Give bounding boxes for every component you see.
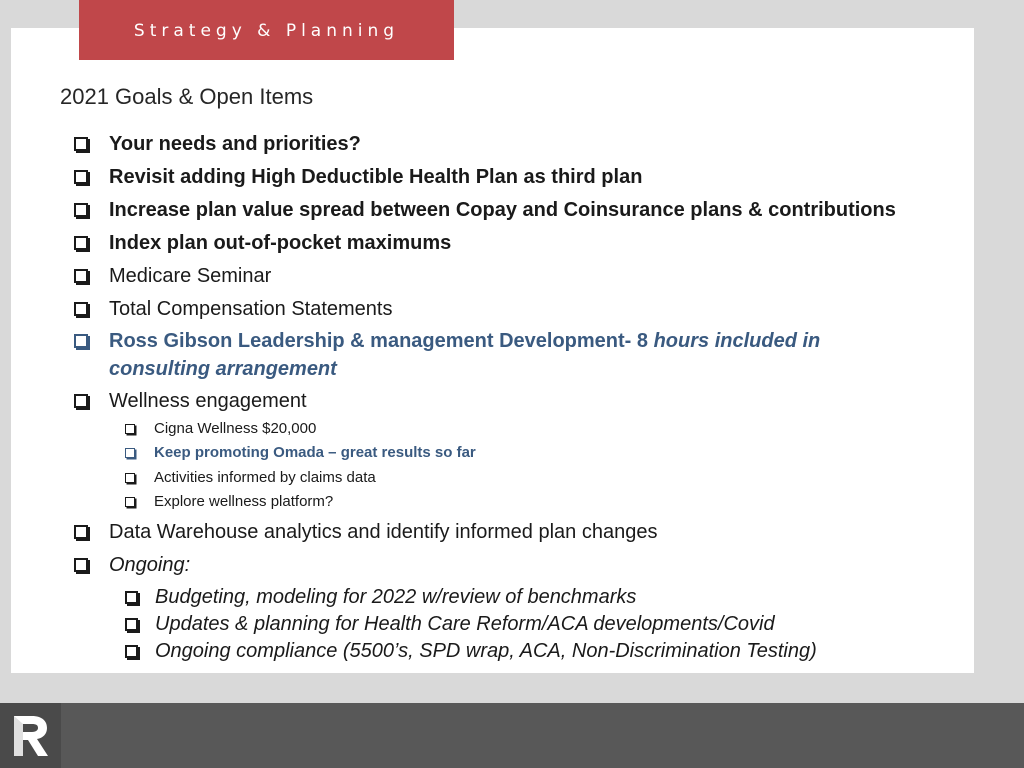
checkbox-icon xyxy=(125,497,135,507)
list-item xyxy=(74,163,642,191)
checkbox-icon xyxy=(74,203,88,217)
checkbox-icon xyxy=(125,473,135,483)
list-item xyxy=(74,387,307,415)
sub-list-item-text: Explore wellness platform? xyxy=(154,493,334,510)
sub-list-item xyxy=(125,442,476,464)
list-item xyxy=(74,130,361,158)
checkbox-icon xyxy=(74,558,88,572)
list-item xyxy=(74,229,451,257)
list-item-text: Revisit adding High Deductible Health Plan as third plan xyxy=(109,166,643,188)
checkbox-icon xyxy=(125,618,138,631)
sub-list-item xyxy=(125,467,376,489)
footer-bar xyxy=(0,703,1024,768)
sub-list-item xyxy=(125,584,636,611)
checkbox-icon xyxy=(74,394,88,408)
checkbox-icon xyxy=(125,591,138,604)
sub-list-item xyxy=(125,491,333,513)
checkbox-icon xyxy=(74,170,88,184)
list-item-text: Data Warehouse analytics and identify informed plan changes xyxy=(109,521,658,543)
list-item xyxy=(74,551,190,579)
list-item xyxy=(74,196,896,224)
sub-list-item-text: Cigna Wellness $20,000 xyxy=(154,420,317,437)
sub-list-item xyxy=(125,418,316,440)
list-item-text: Ongoing: xyxy=(109,554,191,576)
list-item xyxy=(74,295,393,323)
slide-title: 2021 Goals & Open Items xyxy=(60,84,314,109)
list-item xyxy=(74,518,657,546)
list-item-text: Wellness engagement xyxy=(109,390,307,412)
checkbox-icon xyxy=(74,302,88,316)
sub-list-item-text: Keep promoting Omada – great results so far xyxy=(154,444,476,461)
sub-list-item-text: Activities informed by claims data xyxy=(154,469,376,486)
list-item xyxy=(74,262,271,290)
list-item-text xyxy=(109,327,849,383)
list-item-bold-text: Ross Gibson Leadership & management Development- 8 xyxy=(109,330,654,352)
sub-list-item xyxy=(125,611,775,638)
checkbox-icon xyxy=(74,334,88,348)
checkbox-icon xyxy=(125,424,135,434)
list-item-text: Total Compensation Statements xyxy=(109,298,393,320)
checkbox-icon xyxy=(74,236,88,250)
section-header-label: Strategy & Planning xyxy=(133,21,400,41)
checkbox-icon xyxy=(74,525,88,539)
sub-list-item-text: Updates & planning for Health Care Reform/ACA developments/Covid xyxy=(155,613,775,635)
checkbox-icon xyxy=(74,269,88,283)
sub-list-item-text: Budgeting, modeling for 2022 w/review of benchmarks xyxy=(155,586,637,608)
checkbox-icon xyxy=(125,645,138,658)
logo xyxy=(0,703,61,768)
list-item-italic-text: hours included in xyxy=(653,330,821,352)
sub-list-item-text: Ongoing compliance (5500’s, SPD wrap, ACA, Non-Discrimination Testing) xyxy=(155,640,817,662)
checkbox-icon xyxy=(125,448,135,458)
sub-list-item xyxy=(125,638,817,665)
list-item-text: Index plan out-of-pocket maximums xyxy=(109,232,452,254)
checkbox-icon xyxy=(74,137,88,151)
list-item-text: Medicare Seminar xyxy=(109,265,272,287)
list-item-text: Increase plan value spread between Copay and Coinsurance plans & contributions xyxy=(109,199,896,221)
list-item-italic-text-2: consulting arrangement xyxy=(109,358,337,380)
list-item-text: Your needs and priorities? xyxy=(109,133,361,155)
r-logo-icon xyxy=(12,714,50,758)
list-item-highlight xyxy=(74,327,849,383)
